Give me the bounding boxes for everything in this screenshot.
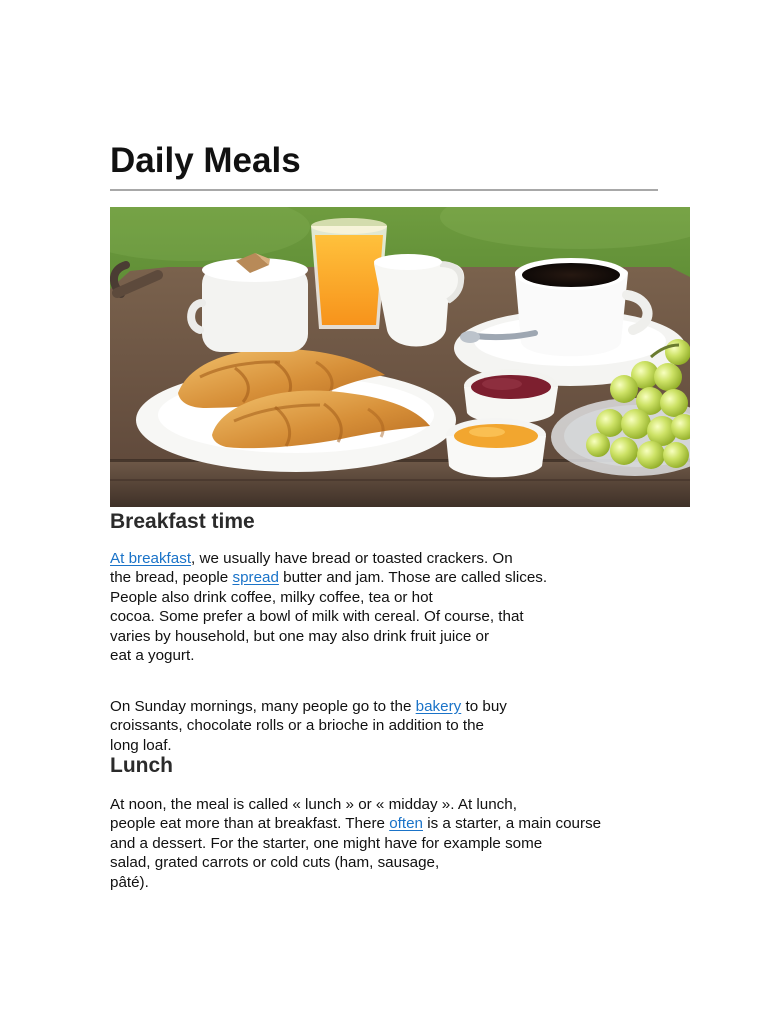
bakery-link[interactable]: bakery [415,698,462,715]
lunch-text-1: At noon, the meal is called « lunch » or « midday ». At lunch, [110,796,517,813]
lunch-text-5: salad, grated carrots or cold cuts (ham, sausage, [110,854,440,872]
breakfast-text-2: the bread, people [110,569,229,587]
lunch-paragraph [110,795,670,892]
breakfast-text-1: , we usually have bread or toasted crackers. On [191,550,513,567]
sunday-paragraph [110,697,670,755]
lunch-text-2: people eat more than at breakfast. There [110,815,385,833]
spread-link[interactable]: spread [232,569,279,587]
breakfast-text-4: People also drink coffee, milky coffee, tea or hot [110,588,433,606]
lunch-text-4: and a dessert. For the starter, one might have for example some [110,834,543,852]
page-title: Daily Meals [110,141,301,180]
breakfast-text-7: eat a yogurt. [110,647,195,665]
title-divider [110,189,658,191]
sunday-text-2: to buy [465,698,507,715]
sunday-text-4: long loaf. [110,736,172,754]
section-heading-lunch: Lunch [110,754,173,777]
lunch-text-3: is a starter, a main course [427,815,602,833]
sunday-text-1: On Sunday mornings, many people go to the [110,698,412,715]
section-heading-breakfast: Breakfast time [110,510,255,533]
breakfast-tray-image [110,207,690,507]
breakfast-link[interactable]: At breakfast [110,550,192,567]
breakfast-text-3: butter and jam. Those are called slices. [283,569,548,587]
lunch-text-6: pâté). [110,873,149,891]
breakfast-paragraph [110,549,670,665]
breakfast-text-5: cocoa. Some prefer a bowl of milk with cereal. Of course, that [110,608,524,626]
sunday-text-3: croissants, chocolate rolls or a brioche in addition to the [110,717,484,735]
breakfast-text-6: varies by household, but one may also drink fruit juice or [110,627,490,645]
often-link[interactable]: often [389,815,423,833]
